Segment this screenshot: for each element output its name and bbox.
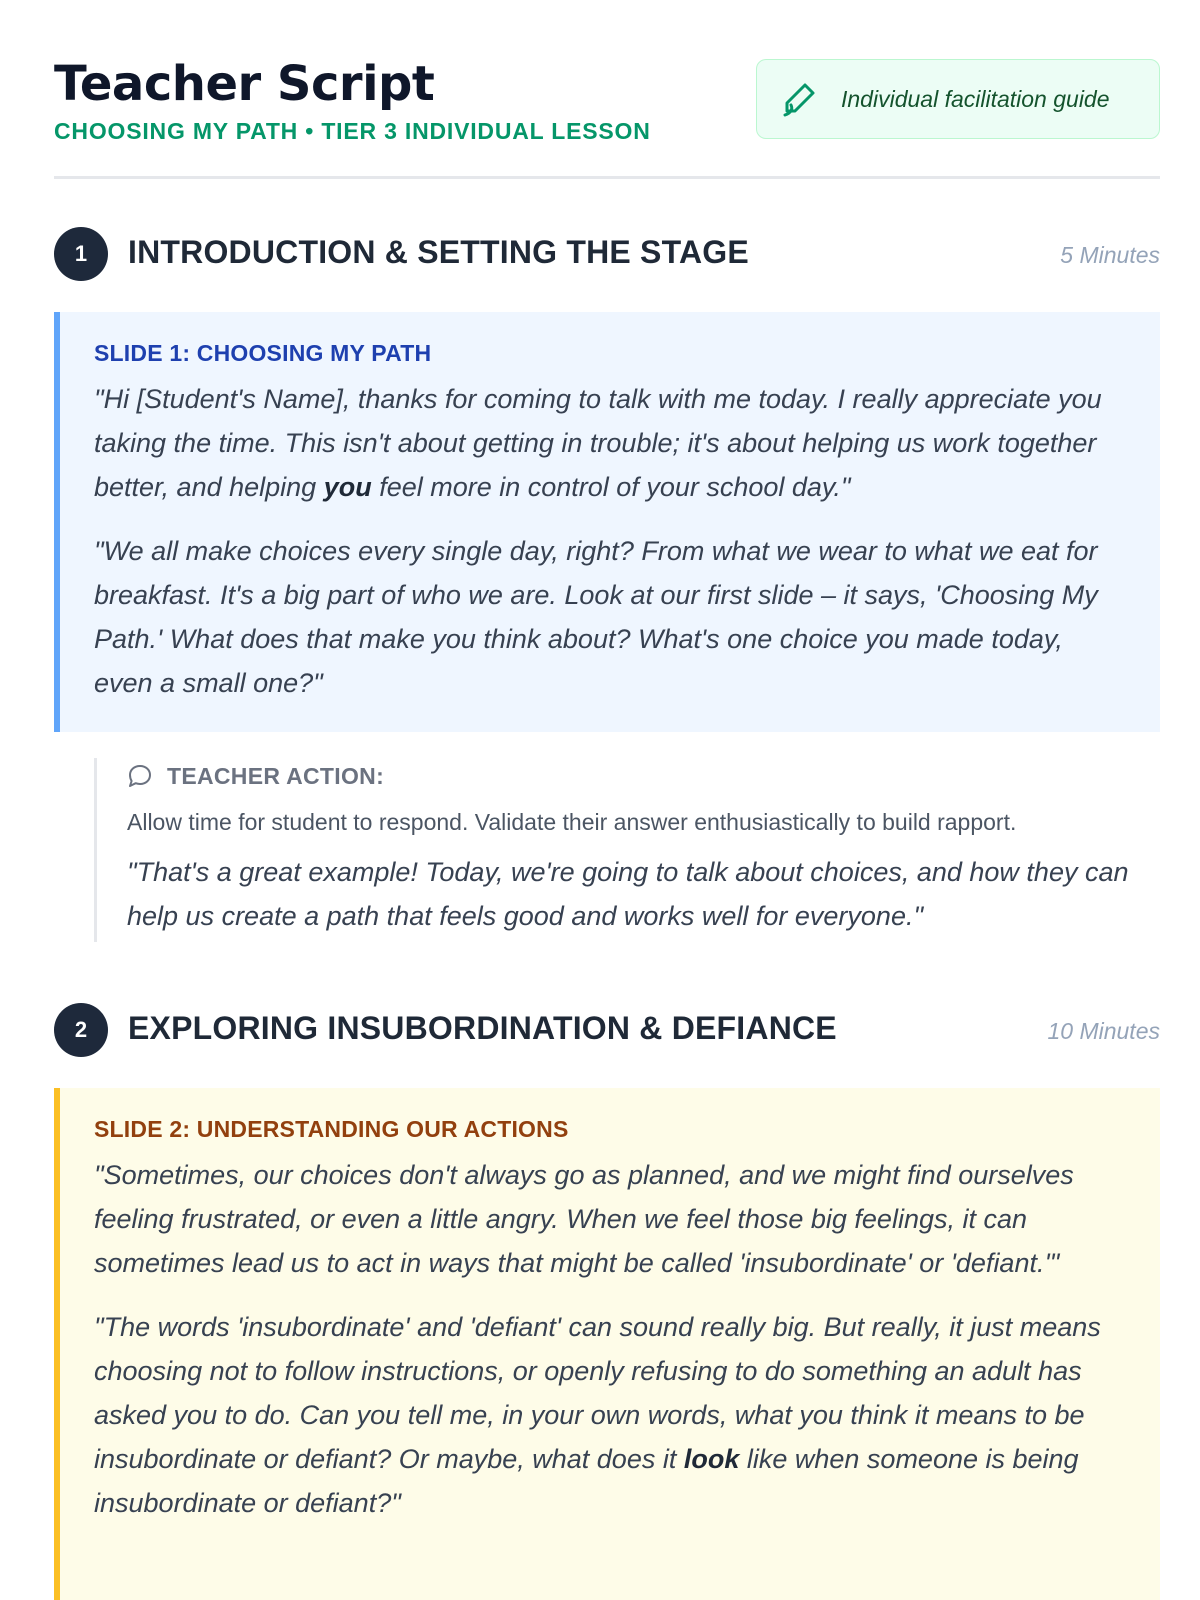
script-text: feel more in control of your school day." bbox=[371, 472, 851, 502]
speech-bubble-icon bbox=[127, 763, 153, 789]
section-duration: 10 Minutes bbox=[1047, 1018, 1160, 1044]
page-title: Teacher Script bbox=[54, 56, 435, 112]
section-duration: 5 Minutes bbox=[1060, 242, 1160, 268]
section-number-badge: 2 bbox=[54, 1003, 108, 1057]
script-text: like when someone is being insubordinate or defiant?" bbox=[94, 1444, 1079, 1518]
teacher-action-instruction: Allow time for student to respond. Validate their answer enthusiastically to build rapport. bbox=[127, 809, 1017, 835]
slide-label: SLIDE 1: CHOOSING MY PATH bbox=[94, 340, 432, 366]
emphasis-text: you bbox=[323, 472, 372, 502]
facilitation-guide-badge bbox=[756, 59, 1160, 139]
section-1-header bbox=[54, 226, 1160, 282]
header-divider bbox=[54, 176, 1160, 179]
script-paragraph: "We all make choices every single day, right? From what we wear to what we eat for breakfast. It's a big part of who we are. Look at our first slide – it says, 'Choosing My Path.' What does that make you think about? What's one choice you made today, even a small one?" bbox=[94, 536, 1098, 698]
facilitation-guide-label: Individual facilitation guide bbox=[841, 85, 1110, 112]
teacher-action-box bbox=[94, 758, 1160, 942]
teacher-action-label: TEACHER ACTION: bbox=[167, 762, 385, 789]
section-2-header bbox=[54, 1002, 1160, 1058]
section-title: EXPLORING INSUBORDINATION & DEFIANCE bbox=[128, 1010, 837, 1046]
teacher-action-header bbox=[127, 758, 1160, 794]
page-header bbox=[54, 54, 1160, 178]
pen-icon bbox=[779, 79, 819, 119]
script-text: "The words 'insubordinate' and 'defiant' can sound really big. But really, it just means choosing not to follow instructions, or openly refusing to do something an adult has asked you to do. Can you tell me, in your own words, what you think it means to be insubordinate or defiant? Or maybe, what does it bbox=[94, 1312, 1101, 1474]
script-text: "Hi [Student's Name], thanks for coming to talk with me today. I really appreciate you taking the time. This isn't about getting in trouble; it's about helping us work together better, and helping bbox=[94, 384, 1102, 502]
section-title: INTRODUCTION & SETTING THE STAGE bbox=[128, 234, 749, 270]
slide-1-script-box bbox=[54, 312, 1160, 732]
script-paragraph bbox=[94, 377, 1124, 509]
script-paragraph bbox=[94, 1305, 1124, 1525]
script-paragraph: "Sometimes, our choices don't always go as planned, and we might find ourselves feeling frustrated, or even a little angry. When we feel those big feelings, it can sometimes lead us to act in ways that might be called 'insubordinate' or 'defiant.'" bbox=[94, 1160, 1074, 1278]
section-number-badge: 1 bbox=[54, 227, 108, 281]
teacher-action-quote: "That's a great example! Today, we're going to talk about choices, and how they can help us create a path that feels good and works well for everyone." bbox=[127, 857, 1129, 931]
emphasis-text: look bbox=[683, 1444, 740, 1474]
slide-label: SLIDE 2: UNDERSTANDING OUR ACTIONS bbox=[94, 1116, 569, 1142]
slide-2-script-box bbox=[54, 1088, 1160, 1600]
page-subtitle: CHOOSING MY PATH • TIER 3 INDIVIDUAL LESSON bbox=[54, 118, 651, 144]
